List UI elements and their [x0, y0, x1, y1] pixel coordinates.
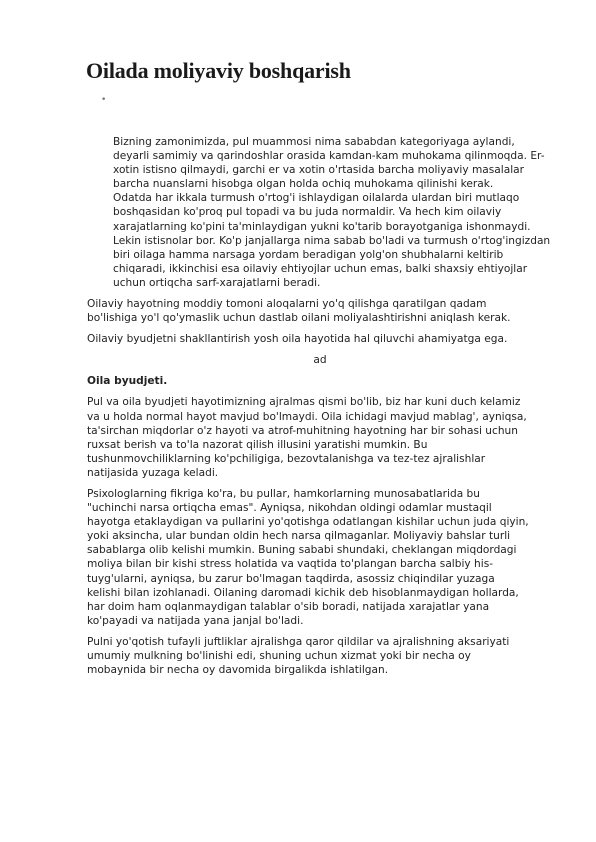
text-line: Pul va oila byudjeti hayotimizning ajralmas qismi bo'lib, biz har kuni duch kelamiz	[87, 396, 521, 409]
text-line: Bizning zamonimizda, pul muammosi nima sababdan kategoriyaga aylandi,	[113, 136, 515, 148]
paragraph-money-family	[87, 395, 527, 480]
ad-label: ad	[313, 354, 327, 367]
bullet-marker: •	[101, 95, 107, 105]
text-line: Psixologlarning fikriga ko'ra, bu pullar, hamkorlarning munosabatlarida bu	[87, 487, 480, 500]
text-line: umumiy mulkning bo'linishi edi, shuning uchun xizmat yoki bir necha oy	[87, 650, 471, 662]
intro-paragraph	[87, 135, 551, 290]
text-line: ruxsat berish va to'la nazorat qilish illusini yaratishi mumkin. Bu	[87, 438, 428, 451]
text-line: xarajatlarning ko'pini ta'minlaydigan yukni ko'tarib borayotganiga ishonmaydi.	[113, 220, 531, 233]
text-line: ta'sirchan miqdorlar o'z hayoti va atrof-muhitning hayotning har bir sohasi uchun	[87, 424, 518, 437]
text-line: natijasida yuzaga keladi.	[87, 466, 219, 479]
paragraph-divorce	[87, 635, 515, 677]
text-line: moliya bilan bir kishi stress holatida va vaqtida to'plangan barcha salbiy his-	[87, 558, 494, 571]
text-line: Odatda har ikkala turmush o'rtog'i ishlaydigan oilalarda ulardan biri mutlaqo	[113, 192, 520, 205]
text-line: Oilaviy byudjetni shakllantirish yosh oila hayotida hal qiluvchi ahamiyatga ega.	[87, 333, 508, 346]
text-line: biri oilaga hamma narsaga yordam beradigan yolg'on shubhalarni keltirib	[113, 248, 504, 261]
text-line: Pulni yo'qotish tufayli juftliklar ajralishga qaror qildilar va ajralishning aksariyati	[87, 635, 510, 648]
text-line: yoki aksincha, ular bundan oldin hech narsa qilmaganlar. Moliyaviy bahslar turli	[87, 530, 511, 543]
text-line: va u holda normal hayot mavjud bo'lmaydi. Oila ichidagi mavjud mablag', ayniqsa,	[87, 410, 527, 423]
text-line: tuyg'ularni, ayniqsa, bu zarur bo'lmagan taqdirda, asossiz chiqindilar yuzaga	[87, 572, 495, 585]
text-line: har doim ham oqlanmaydigan talablar o'sib boradi, natijada xarajatlar yana	[87, 600, 490, 613]
article-body	[87, 135, 551, 677]
text-line: chiqaradi, ikkinchisi esa oilaviy ehtiyojlar uchun emas, balki shaxsiy ehtiyojlar	[113, 262, 528, 275]
text-line: kelishi bilan izohlanadi. Oilaning daromadi kichik deb hisoblanmaydigan hollarda,	[87, 586, 519, 599]
text-line: xotin istisno qilmaydi, garchi er va xotin o'rtasida barcha moliyaviy masalalar	[113, 164, 525, 177]
paragraph-financing	[87, 297, 515, 325]
text-line: deyarli samimiy va qarindoshlar orasida kamdan-kam muhokama qilinmoqda. Er-	[113, 150, 545, 163]
section-heading: Oila byudjeti.	[87, 375, 168, 388]
text-line: ko'payadi va natijada yana janjal bo'ladi.	[87, 614, 304, 627]
text-line: bo'lishiga yo'l qo'ymaslik uchun dastlab oilani moliyalashtirishni aniqlash kerak.	[87, 312, 511, 325]
paragraph-psychologists	[87, 487, 529, 628]
text-line: Lekin istisnolar bor. Ko'p janjallarga nima sabab bo'ladi va turmush o'rtog'ingizdan	[113, 234, 551, 247]
text-line: uchun ortiqcha sarf-xarajatlarni beradi.	[113, 276, 321, 289]
text-line: hayotga etaklaydigan va pullarini yo'qotishga odatlangan kishilar uchun juda qiyin,	[87, 516, 529, 529]
text-line: sabablarga olib kelishi mumkin. Buning sababi shundaki, cheklangan miqdordagi	[87, 544, 517, 557]
page-title: Oilada moliyaviy boshqarish	[86, 58, 351, 83]
paragraph-budget-importance	[87, 332, 515, 346]
text-line: boshqasidan ko'proq pul topadi va bu juda normaldir. Va hech kim oilaviy	[113, 206, 502, 219]
text-line: mobaynida bir necha oy davomida birgalikda ishlatilgan.	[87, 664, 389, 677]
text-line: "uchinchi narsa ortiqcha emas". Ayniqsa, nikohdan oldingi odamlar mustaqil	[87, 502, 492, 515]
text-line: barcha nuanslarni hisobga olgan holda ochiq muhokama qilinishi kerak.	[113, 178, 494, 191]
text-line: tushunmovchiliklarning ko'pchiligiga, bezovtalanishga va tez-tez ajralishlar	[87, 452, 486, 465]
text-line: Oilaviy hayotning moddiy tomoni aloqalarni yo'q qilishga qaratilgan qadam	[87, 298, 487, 311]
